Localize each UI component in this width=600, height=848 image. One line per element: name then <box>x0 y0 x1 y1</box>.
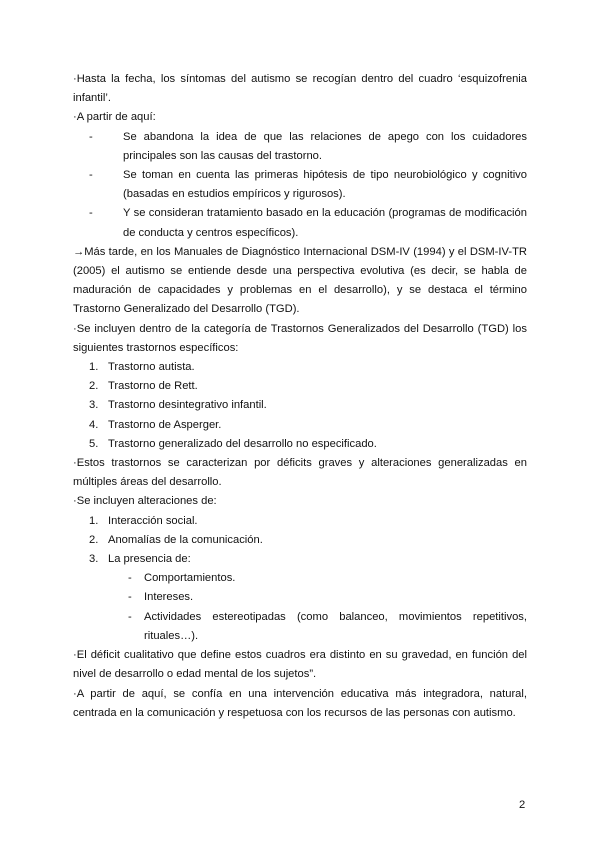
list-item <box>89 204 527 242</box>
list-item <box>89 128 527 166</box>
list-item <box>73 396 527 415</box>
list-item-text: Comportamientos. <box>144 572 236 585</box>
paragraph-deficits: ·Estos trastornos se caracterizan por déficits graves y alteraciones generalizadas en múltiples áreas del desarrollo. <box>73 457 527 489</box>
paragraph-a-partir-de-aqui: ·A partir de aquí: <box>73 111 156 124</box>
list-item-text: Trastorno generalizado del desarrollo no especificado. <box>108 437 377 450</box>
list-item <box>73 377 527 396</box>
paragraph-esquizofrenia: ·Hasta la fecha, los síntomas del autismo se recogían dentro del cuadro ‘esquizofrenia infantil’. <box>73 73 527 105</box>
list-item <box>73 358 527 377</box>
paragraph-tgd-categoria: ·Se incluyen dentro de la categoría de Trastornos Generalizados del Desarrollo (TGD) los siguientes trastornos específicos: <box>73 322 527 354</box>
list-item-text: Intereses. <box>144 591 194 604</box>
list-item-text: Se abandona la idea de que las relaciones de apego con los cuidadores principales son las causas del trastorno. <box>123 130 527 162</box>
list-item-text: Se toman en cuenta las primeras hipótesis de tipo neurobiológico y cognitivo (basadas en estudios empíricos y rigurosos). <box>123 169 527 201</box>
dash-marker: - <box>89 169 93 182</box>
document-page <box>73 70 527 723</box>
list-item-text: Trastorno autista. <box>108 361 195 374</box>
dash-marker: - <box>89 207 93 220</box>
page-number: 2 <box>519 799 526 811</box>
list-item-text: Anomalías de la comunicación. <box>108 533 263 546</box>
dash-marker: - <box>89 130 93 143</box>
number-marker: 1. <box>89 361 99 374</box>
list-item <box>73 608 527 646</box>
presencia-list <box>73 569 527 646</box>
dash-marker: - <box>128 610 132 623</box>
list-item-text: Y se consideran tratamiento basado en la educación (programas de modificación de conducta y centros específicos). <box>123 207 527 239</box>
list-item <box>73 512 527 531</box>
list-item <box>73 550 527 569</box>
number-marker: 5. <box>89 437 99 450</box>
dash-marker: - <box>128 591 132 604</box>
list-item-text: La presencia de: <box>108 553 191 566</box>
number-marker: 3. <box>89 399 99 412</box>
list-item-text: Actividades estereotipadas (como balanceo, movimientos repetitivos, rituales…). <box>144 610 527 642</box>
number-marker: 2. <box>89 380 99 393</box>
list-item-text: Trastorno de Asperger. <box>108 418 222 431</box>
list-item <box>73 531 527 550</box>
paragraph-alteraciones: ·Se incluyen alteraciones de: <box>73 495 217 508</box>
list-item <box>73 569 527 588</box>
list-item-text: Trastorno de Rett. <box>108 380 198 393</box>
number-marker: 2. <box>89 533 99 546</box>
number-marker: 3. <box>89 553 99 566</box>
list-item <box>73 588 527 607</box>
list-item-text: Trastorno desintegrativo infantil. <box>108 399 267 412</box>
consequences-list <box>73 128 527 243</box>
number-marker: 4. <box>89 418 99 431</box>
paragraph-intervencion-educativa: ·A partir de aquí, se confía en una intervención educativa más integradora, natural, centrada en la comunicación y respetuosa con los recursos de las personas con autismo. <box>73 687 527 719</box>
alteraciones-list <box>73 512 527 570</box>
list-item <box>73 435 527 454</box>
list-item-text: Interacción social. <box>108 514 198 527</box>
paragraph-dsm-iv: →Más tarde, en los Manuales de Diagnóstico Internacional DSM-IV (1994) y el DSM-IV-TR (2005) el autismo se entiende desde una perspectiva evolutiva (es decir, se habla de maduración de capacidades y problemas en el desarrollo), y se destaca el término Trastorno Generalizado del Desarrollo (TGD). <box>73 245 527 316</box>
number-marker: 1. <box>89 514 99 527</box>
tgd-disorders-list <box>73 358 527 454</box>
paragraph-deficit-cualitativo: ·El déficit cualitativo que define estos cuadros era distinto en su gravedad, en función del nivel de desarrollo o edad mental de los sujetos”. <box>73 649 527 681</box>
list-item <box>89 166 527 204</box>
dash-marker: - <box>128 572 132 585</box>
list-item <box>73 416 527 435</box>
